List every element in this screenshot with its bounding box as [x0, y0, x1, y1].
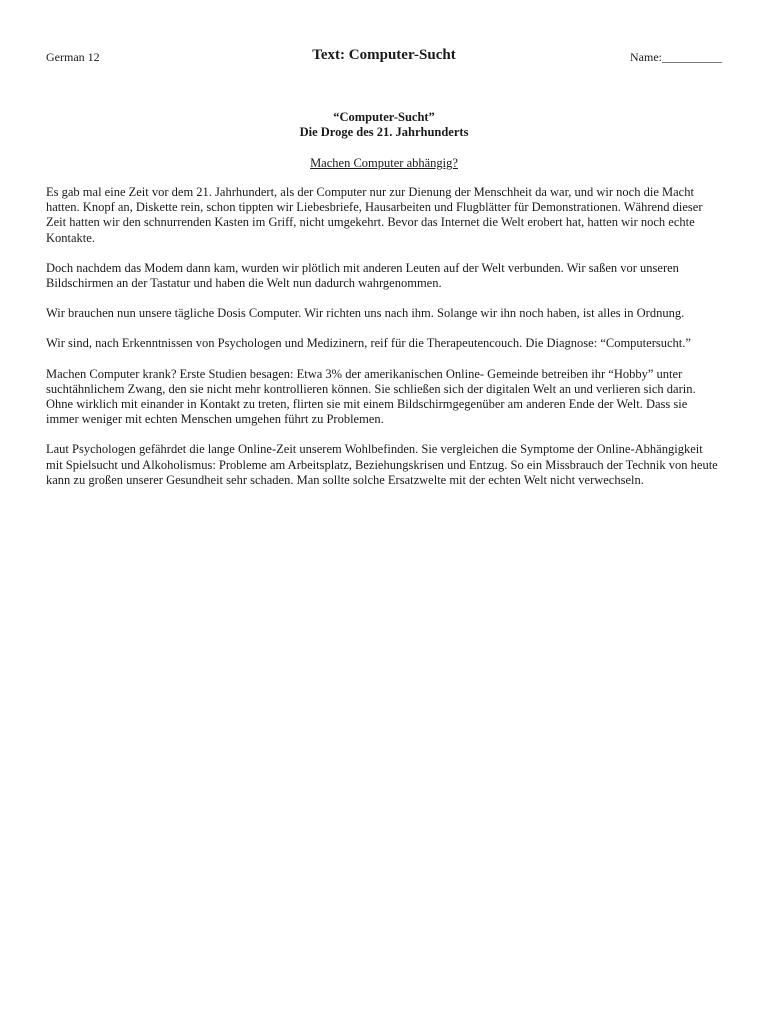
paragraph: Wir brauchen nun unsere tägliche Dosis Computer. Wir richten uns nach ihm. Solange wir ihn noch haben, ist alles in Ordnung. [46, 306, 685, 321]
article-title-block [46, 110, 722, 140]
article-question: Machen Computer abhängig? [310, 156, 458, 170]
article-title: “Computer-Sucht” [333, 110, 435, 124]
course-label: German 12 [46, 50, 100, 64]
document-title: Text: Computer-Sucht [312, 47, 456, 63]
name-field: Name:__________ [630, 50, 722, 64]
article-subtitle: Die Droge des 21. Jahrhunderts [299, 125, 469, 139]
paragraph: Doch nachdem das Modem dann kam, wurden wir plötlich mit anderen Leuten auf der Welt verbunden. Wir saßen vor unseren Bildschirmen an der Tastatur und haben die Welt nun dadurch wahrgenommen. [46, 260, 679, 291]
paragraph: Machen Computer krank? Erste Studien besagen: Etwa 3% der amerikanischen Online- Gemeinde betreiben ihr “Hobby” unter suchtähnlichem Zwang, den sie nicht mehr kontrollieren können. Sie schließen sich der digitalen Welt an und verlieren sich darin. Ohne wirklich mit einander in Kontakt zu treten, flirten sie mit einem Bildschirmgegenüber am anderen Ende der Welt. Dass sie immer weniger mit echten Menschen umgehen führt zu Problemen. [46, 366, 696, 427]
page-header [46, 47, 722, 69]
article-body [46, 185, 722, 503]
paragraph: Es gab mal eine Zeit vor dem 21. Jahrhundert, als der Computer nur zur Dienung der Menschheit da war, und wir noch die Macht hatten. Knopf an, Diskette rein, schon tippten wir Liebesbriefe, Hausarbeiten und Flugblätter für Demonstrationen. Während dieser Zeit hatten wir den schnurrenden Kasten im Griff, nicht umgekehrt. Bevor das Internet die Welt erobert hat, hatten wir noch echte Kontakte. [46, 185, 703, 245]
paragraph: Laut Psychologen gefährdet die lange Online-Zeit unserem Wohlbefinden. Sie vergleichen die Symptome der Online-Abhängigkeit mit Spielsucht und Alkoholismus: Probleme am Arbeitsplatz, Beziehungskrisen und Entzug. So ein Missbrauch der Technik von heute kann zu großen unserer Gesundheit sehr schaden. Man sollte solche Ersatzwelte mit der echten Welt nicht verwechseln. [46, 442, 718, 487]
paragraph: Wir sind, nach Erkenntnissen von Psychologen und Medizinern, reif für die Therapeutencouch. Die Diagnose: “Computersucht.” [46, 336, 691, 351]
